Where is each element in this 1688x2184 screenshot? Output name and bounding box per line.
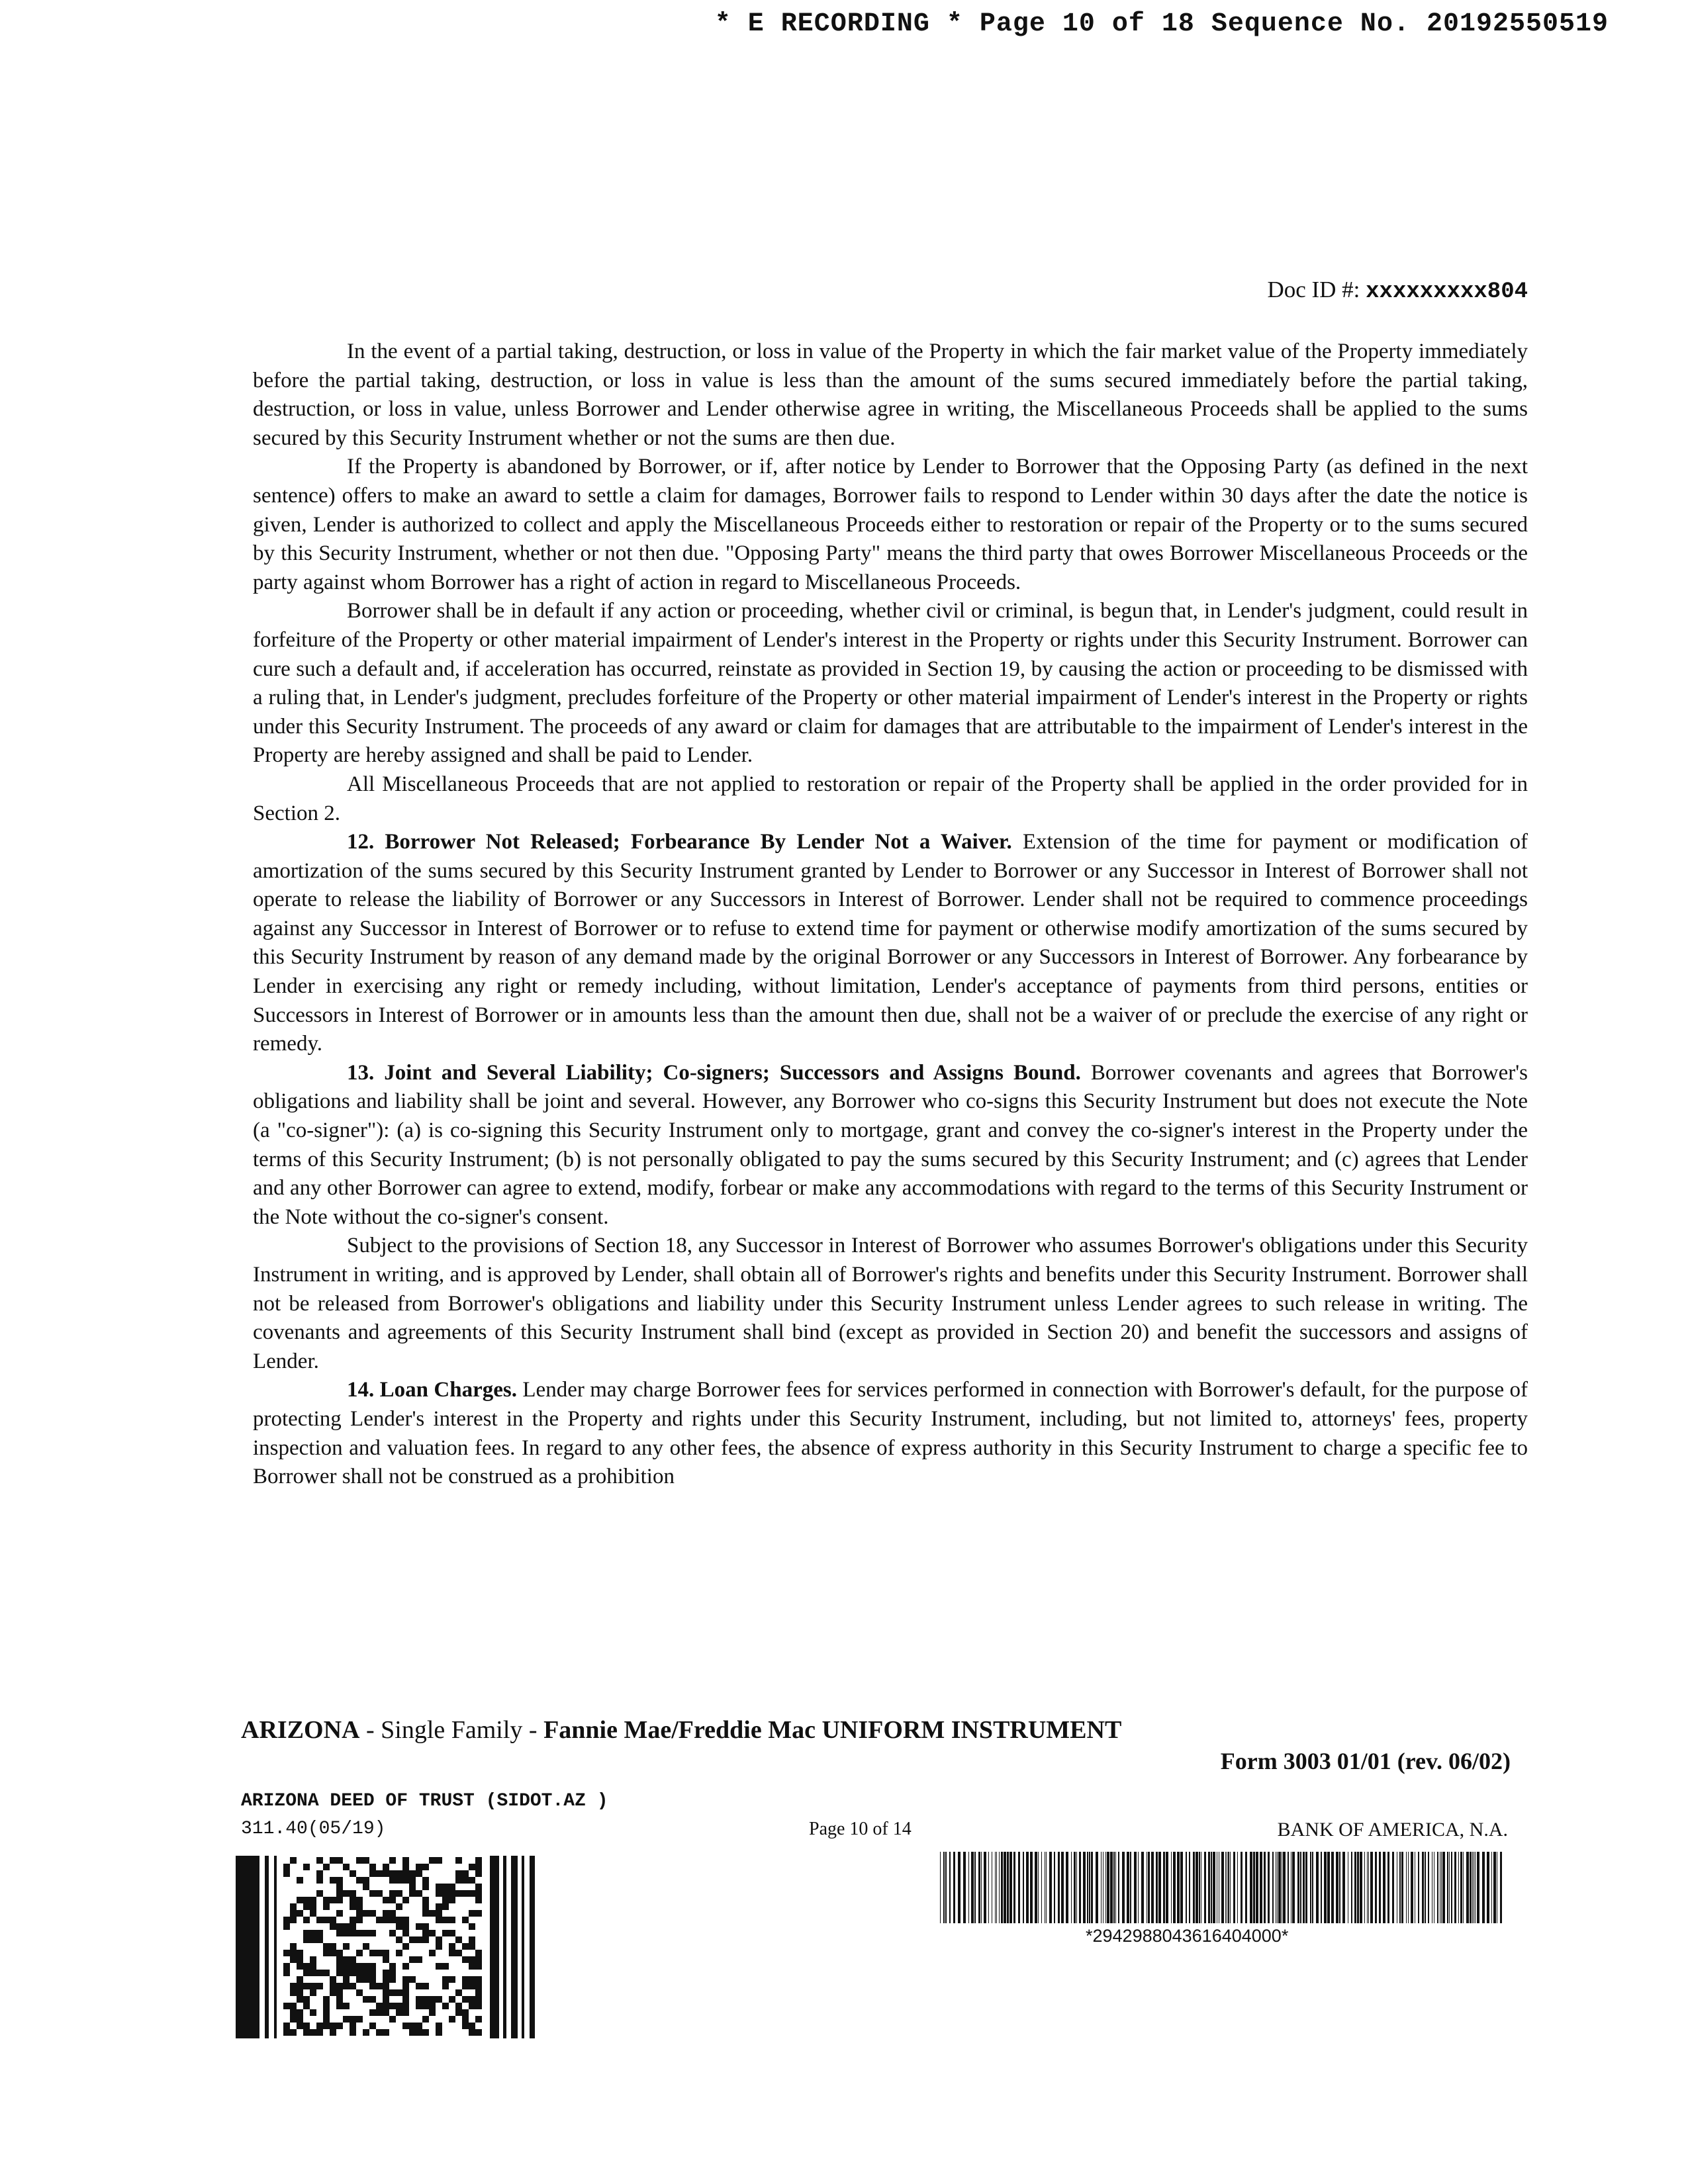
doc-id [1267,277,1528,304]
paragraph [253,453,1528,597]
section-title: 14. Loan Charges. [347,1378,517,1402]
document-body [253,338,1528,1492]
footer-state: ARIZONA [241,1716,360,1744]
form-number: Form 3003 01/01 (rev. 06/02) [1220,1748,1511,1774]
paragraph [253,338,1528,453]
paragraph-text: Extension of the time for payment or modification of amortization of the sums secured by this Security Instrument granted by Lender to Borrower or any Successor in Interest of Borrower shall not operate to release the liability of Borrower or any Successors in Interest of Borrower. Lender shall not be required to commence proceedings against any Successor in Interest of Borrower or to refuse to extend time for payment or otherwise modify amortization of the sums secured by this Security Instrument by reason of any demand made by the original Borrower or any Successors in Interest of Borrower. Any forbearance by Lender in exercising any right or remedy including, without limitation, Lender's acceptance of payments from third persons, entities or Successors in Interest of Borrower or in amounts less than the amount then due, shall not be a waiver of or preclude the exercise of any right or remedy. [253,830,1528,1056]
paragraph [253,1059,1528,1232]
linear-barcode-icon [940,1852,1505,1923]
footer-title [241,1715,1121,1745]
form-code: 311.40(05/19) [241,1819,386,1839]
footer-uniform: Fannie Mae/Freddie Mac UNIFORM INSTRUMENT [543,1716,1122,1744]
section-title: 13. Joint and Several Liability; Co-signers; Successors and Assigns Bound. [347,1060,1081,1085]
doc-id-value: xxxxxxxxx804 [1366,279,1528,304]
paragraph-text: Lender may charge Borrower fees for services performed in connection with Borrower's default, for the purpose of protecting Lender's interest in the Property and rights under this Security Instrument, including, but not limited to, attorneys' fees, property inspection and valuation fees. In regard to any other fees, the absence of express authority in this Security Instrument to charge a specific fee to Borrower shall not be construed as a prohibition [253,1378,1528,1489]
paragraph-text: All Miscellaneous Proceeds that are not applied to restoration or repair of the Property shall be applied in the order provided for in Section 2. [253,772,1528,825]
2d-matrix-barcode-icon [236,1856,540,2038]
paragraph-text: If the Property is abandoned by Borrower, or if, after notice by Lender to Borrower that the Opposing Party (as defined in the next sentence) offers to make an award to settle a claim for damages, Borrower fails to respond to Lender within 30 days after the date the notice is given, Lender is authorized to collect and apply the Miscellaneous Proceeds either to restoration or repair of the Property or to the sums secured by this Security Instrument, whether or not then due. "Opposing Party" means the third party that owes Borrower Miscellaneous Proceeds or the party against whom Borrower has a right of action in regard to Miscellaneous Proceeds. [253,455,1528,594]
paragraph-text: In the event of a partial taking, destruction, or loss in value of the Property in which the fair market value of the Property immediately before the partial taking, destruction, or loss in value is less than the amount of the sums secured immediately before the partial taking, destruction, or loss in value, unless Borrower and Lender otherwise agree in writing, the Miscellaneous Proceeds shall be applied to the sums secured by this Security Instrument whether or not the sums are then due. [253,340,1528,450]
paragraph [253,1232,1528,1376]
paragraph-text: Subject to the provisions of Section 18, any Successor in Interest of Borrower who assumes Borrower's obligations under this Security Instrument in writing, and is approved by Lender, shall obtain all of Borrower's rights and benefits under this Security Instrument. Borrower shall not be released from Borrower's obligations and liability under this Security Instrument unless Lender agrees to such release in writing. The covenants and agreements of this Security Instrument shall bind (except as provided in Section 20) and benefit the successors and assigns of Lender. [253,1234,1528,1373]
recording-stamp: * E RECORDING * Page 10 of 18 Sequence No. 20192550519 [714,9,1609,39]
footer-sep: - [359,1716,381,1744]
deed-label: ARIZONA DEED OF TRUST (SIDOT.AZ ) [241,1791,608,1811]
footer-family: Single Family [381,1716,523,1744]
paragraph [253,1376,1528,1491]
footer-sep: - [522,1716,544,1744]
lender-name: BANK OF AMERICA, N.A. [1277,1819,1508,1841]
paragraph [253,770,1528,828]
section-title: 12. Borrower Not Released; Forbearance By Lender Not a Waiver. [347,830,1012,854]
paragraph [253,828,1528,1059]
doc-id-label: Doc ID #: [1267,277,1360,302]
paragraph-text: Borrower shall be in default if any action or proceeding, whether civil or criminal, is begun that, in Lender's judgment, could result in forfeiture of the Property or other material impairment of Lender's interest in the Property or rights under this Security Instrument. Borrower can cure such a default and, if acceleration has occurred, reinstate as provided in Section 19, by causing the action or proceeding to be dismissed with a ruling that, in Lender's judgment, precludes forfeiture of the Property or other material impairment of Lender's interest in the Property or rights under this Security Instrument. The proceeds of any award or claim for damages that are attributable to the impairment of Lender's interest in the Property are hereby assigned and shall be paid to Lender. [253,599,1528,768]
barcode-number: *2942988043616404000* [1086,1926,1289,1946]
paragraph [253,597,1528,770]
paragraph-text: Borrower covenants and agrees that Borrower's obligations and liability shall be joint and several. However, any Borrower who co-signs this Security Instrument but does not execute the Note (a "co-signer"): (a) is co-signing this Security Instrument only to mortgage, grant and convey the co-signer's interest in the Property under the terms of this Security Instrument; (b) is not personally obligated to pay the sums secured by this Security Instrument; and (c) agrees that Lender and any other Borrower can agree to extend, modify, forbear or make any accommodations with regard to the terms of this Security Instrument or the Note without the co-signer's consent. [253,1060,1528,1229]
page-counter: Page 10 of 14 [809,1819,912,1839]
